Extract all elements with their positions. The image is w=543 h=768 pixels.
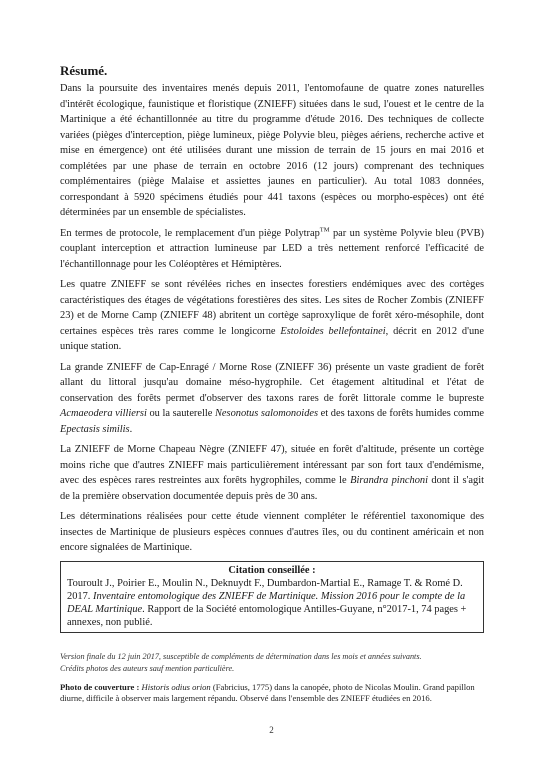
- paragraph-cap-enrage: La grande ZNIEFF de Cap-Enragé / Morne Rose (ZNIEFF 36) présente un vaste gradient de forêt allant du littoral jusqu'au domaine méso-hygrophile. Cet étagement altitudinal et l'état de conservation des forêts permet d'observer des taxons rares de forêt littorale comme le bupreste Acmaeodera villiersi ou la sauterelle Nesonotus salomonoides et des taxons de forêts humides comme Epectasis similis.: [60, 361, 485, 435]
- paragraph-chapeau-negre: La ZNIEFF de Morne Chapeau Nègre (ZNIEFF 47), située en forêt d'altitude, présente un cortège moins riche que d'autres ZNIEFF mais particulièrement intéressant par son fort taux d'endémisme, avec des espèces rares restreintes aux forêts hygrophiles, comme le Birandra pinchoni dont il s'agit de la première observation documentée depuis près de 30 ans.: [60, 444, 484, 502]
- cover-photo-caption: Photo de couverture : Historis odius orion (Fabricius, 1775) dans la canopée, photo de Nicolas Moulin. Grand papillon diurne, difficile à observer mais largement répandu. Observé dans l'ensemble des ZNIEFF étudiées en 2016.: [60, 681, 475, 703]
- paragraph-znieff-forests: Les quatre ZNIEFF se sont révélées riches en insectes forestiers endémiques avec des cortèges caractéristiques des étages de végétations forestières des sites. Les sites de Rocher Zombis (ZNIEFF 23) et de Morne Camp (ZNIEFF 48) abritent un cortège saproxylique de forêt xéro-mésophile, dont certaines espèces très rares comme le longicorne Estoloides bellefontainei, décrit en 2012 d'une unique station.: [60, 279, 484, 352]
- species-name: Birandra pinchoni: [350, 475, 428, 486]
- species-name: Acmaeodera villiersi: [60, 408, 147, 419]
- paragraph-protocol: En termes de protocole, le remplacement d'un piège Polytrap™ par un système Polyvie bleu (PVB) couplant interception et attraction lumineuse par LED a très nettement renforcé l'efficacité de l'échantillonnage pour les Coléoptères et Hémiptères.: [60, 226, 484, 270]
- document-page: [60, 62, 484, 705]
- citation-box: [60, 561, 484, 633]
- species-name: Historis odius orion: [141, 681, 211, 692]
- species-name: Epectasis similis: [60, 423, 130, 435]
- version-note: [60, 651, 484, 675]
- trademark-mark: TM: [319, 226, 330, 234]
- species-name: Nesonotus salomonoides: [215, 408, 319, 419]
- cover-label: Photo de couverture :: [60, 681, 140, 692]
- credits-line: Crédits photos des auteurs sauf mention particulière.: [60, 663, 235, 673]
- citation-text: Touroult J., Poirier E., Moulin N., Deknuydt F., Dumbardon-Martial E., Ramage T. & Romé D. 2017. Inventaire entomologique des ZNIEFF de Martinique. Mission 2016 pour le compte de la DEAL Martinique. Rapport de la Société entomologique Antilles-Guyane, n°2017-1, 74 pages + annexes, non publié.: [67, 577, 467, 628]
- species-name: Estoloides bellefontainei: [280, 325, 386, 337]
- citation-title: Citation conseillée :: [228, 564, 316, 576]
- paragraph-intro: Dans la poursuite des inventaires menés depuis 2011, l'entomofaune de quatre zones naturelles d'intérêt écologique, faunistique et floristique (ZNIEFF) situées dans le sud, l'ouest et le centre de la Martinique a été échantillonnée au titre du programme d'étude 2016. Des techniques de collecte variées (pièges d'interception, piège lumineux, piège Polyvie bleu, pièges aériens, recherche active et mise en émergence) ont été utilisées durant une mission de terrain de 15 jours en mai 2016 et complétées par une phase de terrain en octobre 2016 (12 jours) comprenant des techniques complémentaires (piège Malaise et assiettes jaunes en particulier). Au total 1083 données, correspondant à 5920 spécimens étudiés pour 441 taxons (espèces ou morpho-espèces) ont été déterminées par un ensemble de spécialistes.: [60, 83, 484, 218]
- paragraph-determinations: Les déterminations réalisées pour cette étude viennent compléter le référentiel taxonomique des insectes de Martinique de plusieurs espèces connues d'autres îles, ou du continent américain et non encore signalées de Martinique.: [60, 511, 484, 553]
- version-line: Version finale du 12 juin 2017, susceptible de compléments de détermination dans les mois et années suivants.: [60, 651, 422, 661]
- page-number: 2: [269, 725, 274, 735]
- section-title: Résumé.: [60, 63, 108, 78]
